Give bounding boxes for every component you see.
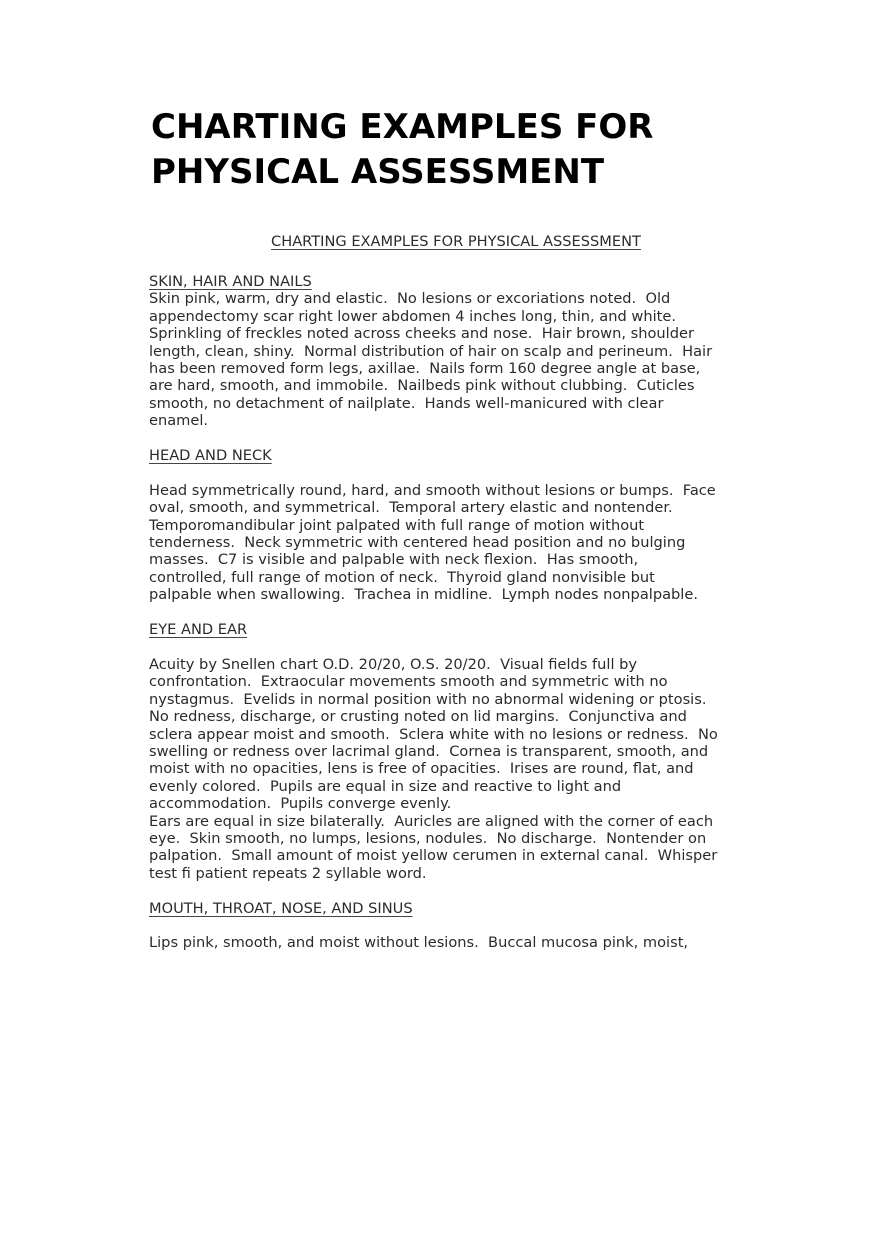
paragraph-line: tenderness. Neck symmetric with centered head position and no bulging [149, 534, 686, 552]
section-head-neck [149, 447, 749, 604]
paragraph-line: evenly colored. Pupils are equal in size and reactive to light and [149, 777, 622, 795]
paragraph-line: are hard, smooth, and immobile. Nailbeds pink without clubbing. Cuticles [149, 377, 695, 395]
paragraph-line: Lips pink, smooth, and moist without lesions. Buccal mucosa pink, moist, [149, 934, 689, 952]
paragraph-line: Skin pink, warm, dry and elastic. No lesions or excoriations noted. Old [149, 290, 671, 308]
paragraph-line: has been removed form legs, axillae. Nails form 160 degree angle at base, [149, 360, 701, 378]
paragraph-line: moist with no opacities, lens is free of opacities. Irises are round, flat, and [149, 760, 694, 778]
document-subtitle [149, 233, 749, 254]
section-paragraph [149, 656, 749, 882]
paragraph-line: sclera appear moist and smooth. Sclera white with no lesions or redness. No [149, 725, 718, 743]
page-title-line-1: CHARTING EXAMPLES FOR [151, 107, 654, 147]
section-skin-hair-nails [149, 273, 749, 430]
section-paragraph [149, 934, 749, 951]
paragraph-line: nystagmus. Evelids in normal position with no abnormal widening or ptosis. [149, 690, 707, 708]
section-heading: SKIN, HAIR AND NAILS [149, 273, 312, 290]
section-heading: HEAD AND NECK [149, 447, 272, 465]
paragraph-line: length, clean, shiny. Normal distribution of hair on scalp and perineum. Hair [149, 342, 713, 360]
section-heading: MOUTH, THROAT, NOSE, AND SINUS [149, 899, 413, 917]
section-paragraph [149, 482, 749, 604]
paragraph-line: masses. C7 is visible and palpable with neck flexion. Has smooth, [149, 551, 639, 569]
paragraph-line: enamel. [149, 412, 209, 430]
section-paragraph [149, 290, 749, 429]
paragraph-line: appendectomy scar right lower abdomen 4 inches long, thin, and white. [149, 307, 676, 325]
paragraph-line: smooth, no detachment of nailplate. Hands well-manicured with clear [149, 394, 664, 412]
document-subtitle-text: CHARTING EXAMPLES FOR PHYSICAL ASSESSMENT [271, 233, 641, 250]
paragraph-line: Temporomandibular joint palpated with full range of motion without [149, 516, 645, 534]
paragraph-line: palpable when swallowing. Trachea in midline. Lymph nodes nonpalpable. [149, 586, 698, 604]
section-eye-ear [149, 621, 749, 882]
paragraph-line: Acuity by Snellen chart O.D. 20/20, O.S. 20/20. Visual fields full by [149, 655, 638, 673]
paragraph-line: No redness, discharge, or crusting noted on lid margins. Conjunctiva and [149, 708, 687, 726]
section-heading: EYE AND EAR [149, 621, 248, 639]
paragraph-line: test fi patient repeats 2 syllable word. [149, 864, 427, 882]
page-title-line-2: PHYSICAL ASSESSMENT [151, 152, 605, 192]
paragraph-line: oval, smooth, and symmetrical. Temporal artery elastic and nontender. [149, 499, 673, 517]
paragraph-line: Head symmetrically round, hard, and smooth without lesions or bumps. Face [149, 481, 716, 499]
paragraph-line: palpation. Small amount of moist yellow cerumen in external canal. Whisper [149, 847, 718, 865]
paragraph-line: swelling or redness over lacrimal gland. Cornea is transparent, smooth, and [149, 742, 709, 760]
document-body [149, 233, 749, 952]
page-title [151, 105, 791, 195]
section-mouth-throat-nose-sinus [149, 900, 749, 952]
paragraph-line: controlled, full range of motion of neck. Thyroid gland nonvisible but [149, 568, 655, 586]
paragraph-line: accommodation. Pupils converge evenly. [149, 795, 452, 813]
paragraph-line: confrontation. Extraocular movements smooth and symmetric with no [149, 673, 668, 691]
paragraph-line: Ears are equal in size bilaterally. Auricles are aligned with the corner of each [149, 812, 714, 830]
paragraph-line: eye. Skin smooth, no lumps, lesions, nodules. No discharge. Nontender on [149, 829, 707, 847]
paragraph-line: Sprinkling of freckles noted across cheeks and nose. Hair brown, shoulder [149, 325, 694, 343]
